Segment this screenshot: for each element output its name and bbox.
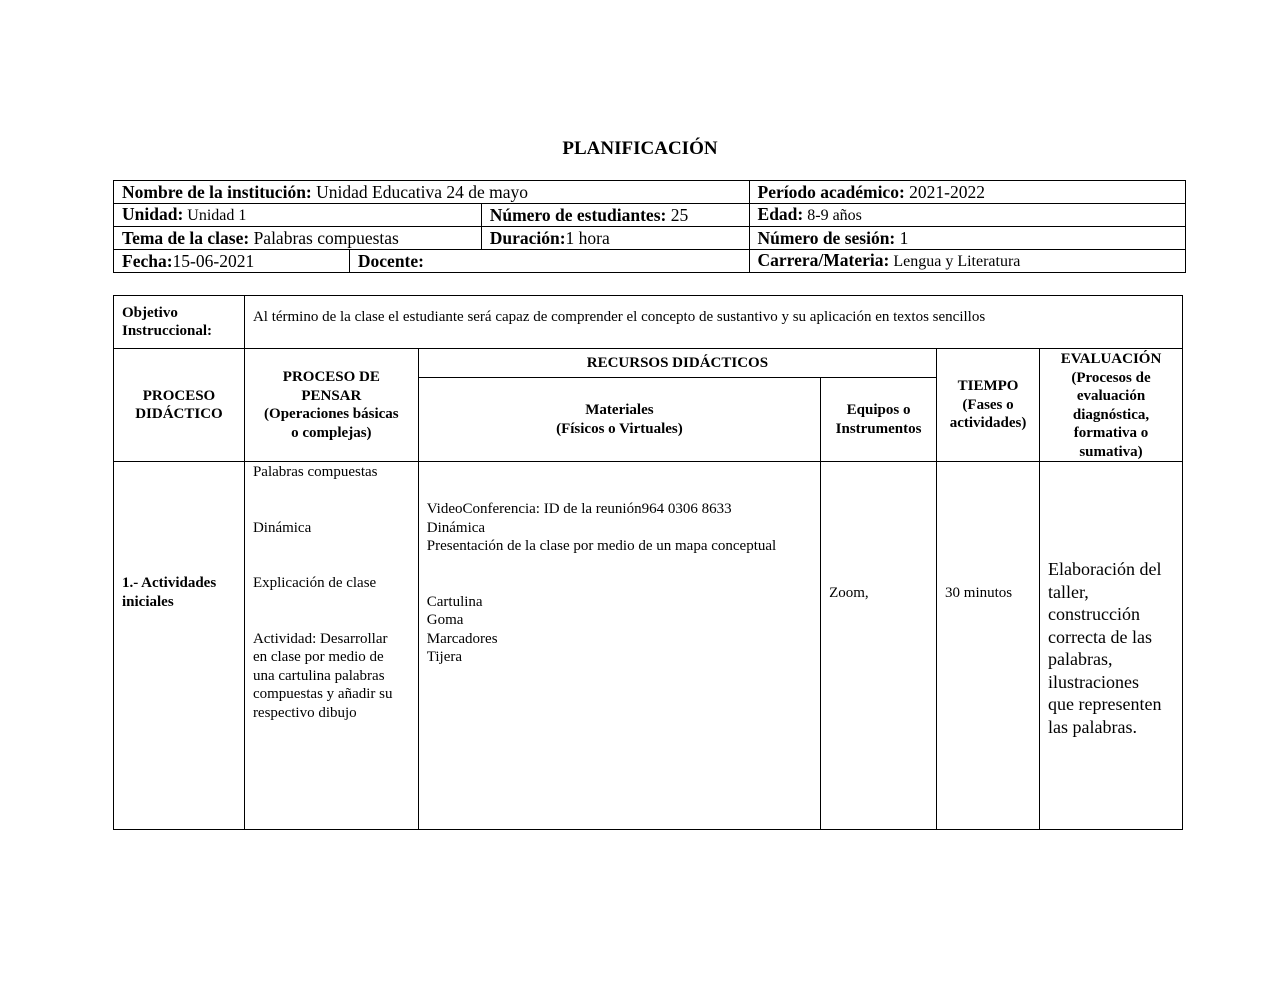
- unit-cell: [114, 204, 482, 227]
- header-recursos: RECURSOS DIDÁCTICOS: [418, 349, 936, 378]
- academic-period-cell: [749, 181, 1185, 204]
- thinking-item: Explicación de clase: [252, 575, 377, 591]
- header-proceso-didactico: [114, 349, 245, 462]
- career-cell: [749, 250, 1185, 273]
- header-tiempo-line1: TIEMPO: [957, 378, 1019, 395]
- material-item: Marcadores: [426, 630, 498, 647]
- evaluation-line: taller,: [1048, 581, 1089, 602]
- header-materiales-line1: Materiales: [585, 402, 654, 418]
- header-evaluacion-line5: formativa o: [1073, 425, 1149, 441]
- age-label: Edad:: [757, 204, 804, 224]
- duration-label: Duración:: [489, 228, 566, 248]
- header-proceso-pensar-line3: (Operaciones básicas: [264, 406, 399, 422]
- duration-cell: [481, 227, 749, 250]
- age-value: 8-9 años: [803, 207, 862, 224]
- header-tiempo-line2: (Fases o: [962, 396, 1014, 413]
- header-proceso-pensar-line4: o complejas): [291, 424, 372, 441]
- academic-period-value: 2021-2022: [904, 182, 985, 202]
- age-cell: [749, 204, 1185, 227]
- material-item: Dinámica: [426, 519, 486, 536]
- objective-label-cell: [114, 296, 245, 349]
- time-cell: 30 minutos: [937, 462, 1040, 830]
- session-label: Número de sesión:: [757, 228, 896, 248]
- header-evaluacion-line6: sumativa): [1079, 443, 1143, 460]
- header-tiempo: [937, 349, 1040, 462]
- header-proceso-didactico-line1: PROCESO: [142, 387, 216, 404]
- header-evaluacion-line4: diagnóstica,: [1072, 406, 1150, 423]
- header-equipos-line2: Instrumentos: [835, 420, 922, 437]
- material-item: Goma: [426, 612, 464, 628]
- evaluation-line: que representen: [1048, 694, 1162, 714]
- info-table: [113, 180, 1186, 273]
- date-label: Fecha:: [122, 251, 173, 271]
- teacher-label: Docente:: [357, 251, 424, 271]
- session-value: 1: [895, 228, 909, 248]
- objective-label-line1: Objetivo: [122, 304, 178, 321]
- thinking-item: una cartulina palabras: [252, 667, 385, 684]
- header-tiempo-line3: actividades): [949, 415, 1027, 432]
- material-item: Tijera: [426, 649, 463, 665]
- career-value: Lengua y Literatura: [889, 253, 1021, 270]
- equipment-cell: Zoom,: [821, 462, 937, 830]
- header-evaluacion: [1040, 349, 1183, 462]
- header-evaluacion-line2: (Procesos de: [1071, 369, 1151, 386]
- header-equipos: [821, 378, 937, 462]
- thinking-process-cell: [244, 462, 418, 830]
- material-item: Presentación de la clase por medio de un mapa conceptual: [426, 538, 777, 554]
- students-cell: [481, 204, 749, 227]
- thinking-item: Actividad: Desarrollar: [252, 630, 388, 647]
- evaluation-line: construcción: [1048, 604, 1140, 624]
- evaluation-cell: [1040, 462, 1183, 830]
- academic-period-label: Período académico:: [757, 182, 905, 202]
- students-value: 25: [666, 205, 689, 225]
- header-proceso-pensar-line1: PROCESO DE: [282, 369, 380, 385]
- material-item: VideoConferencia: ID de la reunión964 0306 8633: [426, 501, 732, 517]
- students-label: Número de estudiantes:: [489, 205, 667, 225]
- evaluation-line: palabras,: [1048, 649, 1113, 669]
- objective-text: Al término de la clase el estudiante será capaz de comprender el concepto de sustantivo y su aplicación en textos sencillos: [244, 296, 1182, 349]
- header-materiales-line2: (Físicos o Virtuales): [556, 420, 683, 437]
- evaluation-line: ilustraciones: [1048, 671, 1139, 692]
- thinking-item: en clase por medio de: [252, 649, 384, 665]
- header-proceso-didactico-line2: DIDÁCTICO: [135, 406, 223, 422]
- session-cell: [749, 227, 1185, 250]
- date-value: 15-06-2021: [172, 251, 255, 271]
- topic-value: Palabras compuestas: [249, 228, 399, 248]
- topic-cell: [114, 227, 482, 250]
- document-title: PLANIFICACIÓN: [562, 138, 718, 159]
- thinking-item: Palabras compuestas: [252, 464, 378, 480]
- phase-cell: [114, 462, 245, 830]
- thinking-item: Dinámica: [252, 519, 312, 536]
- material-item: Cartulina: [426, 593, 483, 610]
- phase-line1: 1.- Actividades: [122, 575, 217, 591]
- institution-cell: [114, 181, 750, 204]
- header-equipos-line1: Equipos o: [846, 402, 911, 418]
- materials-cell: [418, 462, 820, 830]
- date-cell: [114, 250, 350, 273]
- header-materiales: [418, 378, 820, 462]
- objective-label-line2: Instruccional:: [122, 323, 212, 339]
- evaluation-line: correcta de las: [1048, 626, 1152, 647]
- evaluation-line: las palabras.: [1048, 716, 1137, 737]
- header-proceso-pensar: [244, 349, 418, 462]
- institution-label: Nombre de la institución:: [122, 182, 312, 202]
- header-proceso-pensar-line2: PENSAR: [301, 387, 362, 404]
- thinking-item: compuestas y añadir su: [252, 686, 393, 702]
- teacher-cell: [349, 250, 749, 273]
- plan-table: [113, 295, 1183, 830]
- topic-label: Tema de la clase:: [122, 228, 250, 248]
- unit-label: Unidad:: [122, 204, 184, 224]
- institution-value: Unidad Educativa 24 de mayo: [311, 182, 529, 202]
- header-evaluacion-line1: EVALUACIÓN: [1060, 351, 1162, 367]
- thinking-item: respectivo dibujo: [252, 704, 357, 721]
- phase-line2: iniciales: [122, 593, 174, 610]
- header-evaluacion-line3: evaluación: [1076, 388, 1146, 404]
- evaluation-line: Elaboración del: [1048, 559, 1162, 579]
- duration-value: 1 hora: [565, 228, 610, 248]
- unit-value: Unidad 1: [183, 207, 247, 224]
- career-label: Carrera/Materia:: [757, 250, 890, 270]
